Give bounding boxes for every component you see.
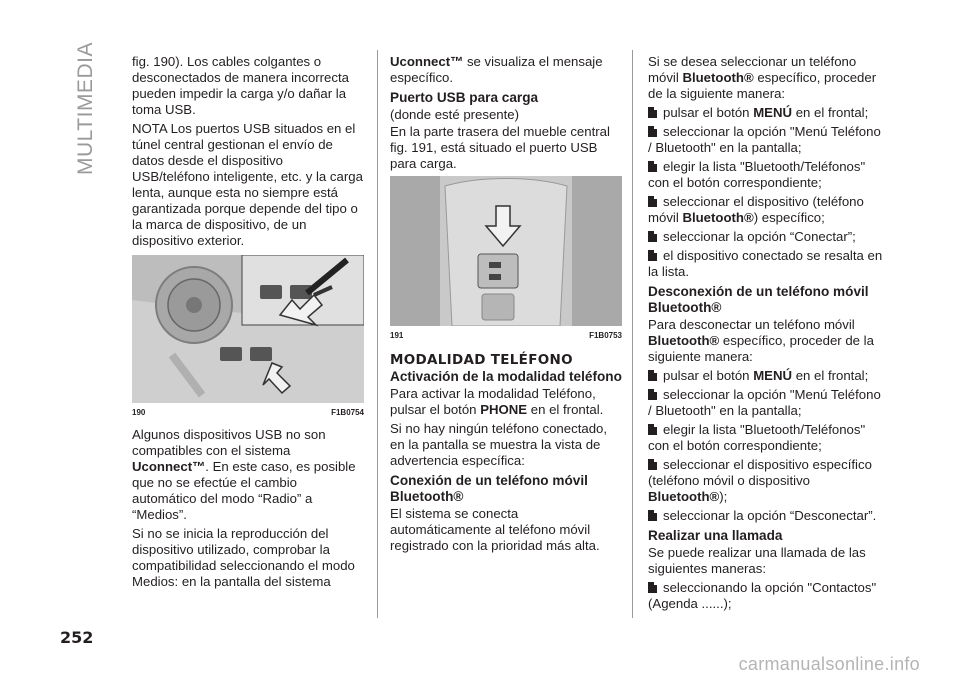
text: seleccionar la opción “Desconectar”. [663, 508, 877, 523]
text: ) específico; [753, 210, 825, 225]
text: seleccionar la opción “Conectar”; [663, 229, 856, 244]
paragraph: En la parte trasera del mueble central fig. 191, está situado el puerto USB para carga. [390, 124, 610, 171]
brand-name: Bluetooth® [648, 333, 720, 348]
brand-name: Bluetooth® [682, 70, 754, 85]
figure-code: F1B0753 [589, 331, 622, 340]
figure-number: 191 [390, 331, 404, 340]
list-item [648, 457, 883, 505]
paragraph: Se puede realizar una llamada de las siguientes maneras: [648, 545, 866, 576]
heading-disconnect-bluetooth: Desconexión de un teléfono móvil Bluetooth® [648, 284, 869, 315]
button-name: MENÚ [753, 105, 793, 120]
section-side-label: MULTIMEDIA [74, 42, 97, 175]
bullet-icon [648, 370, 657, 381]
heading-phone-mode: MODALIDAD TELÉFONO [390, 352, 573, 368]
list-item [648, 368, 883, 384]
note-paragraph: NOTA Los puertos USB situados en el túnel central gestionan el envío de datos desde el dispositivo USB/teléfono inteligente, etc. y la carga lenta, aunque esta no siempre está garantizada porque depende del tipo o la marca de dispositivo, de un dispositivo exterior. [132, 121, 363, 248]
watermark: carmanualsonline.info [738, 654, 920, 674]
bullet-icon [648, 107, 657, 118]
column-2 [390, 54, 622, 557]
text: seleccionando la opción "Contactos" (Agenda ......); [648, 580, 877, 611]
bullet-icon [648, 250, 657, 261]
text: seleccionar la opción "Menú Teléfono / Bluetooth" en la pantalla; [648, 387, 881, 418]
page-number: 252 [60, 628, 94, 647]
text: Para desconectar un teléfono móvil [648, 317, 855, 332]
text: Para activar la modalidad Teléfono, pulsar el botón [390, 386, 596, 417]
paragraph [648, 54, 883, 102]
figure-code: F1B0754 [331, 408, 364, 417]
text: pulsar el botón [663, 368, 754, 383]
bullet-icon [648, 459, 657, 470]
text: específico, proceder de la siguiente manera: [648, 333, 874, 364]
paragraph [390, 54, 622, 86]
list-item [648, 105, 883, 121]
figure-number: 190 [132, 408, 146, 417]
paragraph: Si no se inicia la reproducción del dispositivo utilizado, comprobar la compatibilidad seleccionando el modo Medios: en la pantalla del sistema [132, 526, 355, 589]
text: en el frontal; [792, 105, 869, 120]
paragraph [648, 317, 883, 365]
text: específico, proceder de la siguiente manera: [648, 70, 877, 101]
button-name: MENÚ [753, 368, 793, 383]
subtitle: (donde esté presente) [390, 107, 520, 122]
list-item [648, 508, 883, 524]
column-3 [648, 54, 883, 615]
list-item [648, 422, 883, 454]
heading-usb-charge: Puerto USB para carga [390, 90, 539, 105]
text: en el frontal; [792, 368, 869, 383]
text: elegir la lista "Bluetooth/Teléfonos" con el botón correspondiente; [648, 159, 866, 190]
paragraph [390, 386, 622, 418]
list-item [648, 229, 883, 245]
column-1 [132, 54, 364, 593]
text: pulsar el botón [663, 105, 754, 120]
brand-name: Bluetooth® [648, 489, 720, 504]
column-divider [377, 50, 378, 618]
list-item [648, 387, 883, 419]
text: Si se desea seleccionar un teléfono móvil [648, 54, 857, 85]
text: en el frontal. [527, 402, 604, 417]
figure-190 [132, 255, 364, 403]
figure-caption [132, 405, 364, 421]
paragraph [132, 427, 364, 523]
list-item [648, 248, 883, 280]
paragraph: fig. 190). Los cables colgantes o desconectados de manera incorrecta pueden impedir la carga y/o dañar la toma USB. [132, 54, 349, 117]
bullet-icon [648, 582, 657, 593]
bullet-icon [648, 424, 657, 435]
text: seleccionar el dispositivo (teléfono móvil [648, 194, 864, 225]
bullet-icon [648, 126, 657, 137]
bullet-icon [648, 161, 657, 172]
figure-caption [390, 328, 622, 344]
usb-charge-port-illustration [390, 176, 622, 326]
text: . En este caso, es posible que no se efectúe el cambio automático del modo “Radio” a “Medios”. [132, 459, 356, 522]
heading-connect-bluetooth: Conexión de un teléfono móvil Bluetooth® [390, 473, 588, 504]
text: Algunos dispositivos USB no son compatibles con el sistema [132, 427, 326, 458]
usb-ports-illustration [132, 255, 364, 403]
list-item [648, 580, 883, 612]
figure-191 [390, 176, 622, 326]
paragraph: Si no hay ningún teléfono conectado, en la pantalla se muestra la vista de advertencia específica: [390, 421, 608, 468]
text: seleccionar el dispositivo específico (teléfono móvil o dispositivo [648, 457, 872, 488]
bullet-icon [648, 231, 657, 242]
text: se visualiza el mensaje específico. [390, 54, 603, 85]
heading-activate-phone: Activación de la modalidad teléfono [390, 369, 622, 384]
text: seleccionar la opción "Menú Teléfono / Bluetooth" en la pantalla; [648, 124, 881, 155]
text: ); [719, 489, 728, 504]
brand-name: Bluetooth® [682, 210, 754, 225]
list-item [648, 194, 883, 226]
bullet-icon [648, 510, 657, 521]
bullet-icon [648, 389, 657, 400]
list-item [648, 159, 883, 191]
bullet-icon [648, 196, 657, 207]
heading-make-call: Realizar una llamada [648, 528, 783, 543]
column-divider [632, 50, 633, 618]
paragraph: El sistema se conecta automáticamente al teléfono móvil registrado con la prioridad más alta. [390, 506, 600, 553]
brand-name: Uconnect™ [132, 459, 206, 474]
text: elegir la lista "Bluetooth/Teléfonos" con el botón correspondiente; [648, 422, 866, 453]
text: el dispositivo conectado se resalta en la lista. [648, 248, 883, 279]
button-name: PHONE [480, 402, 528, 417]
list-item [648, 124, 883, 156]
brand-name: Uconnect™ [390, 54, 464, 69]
